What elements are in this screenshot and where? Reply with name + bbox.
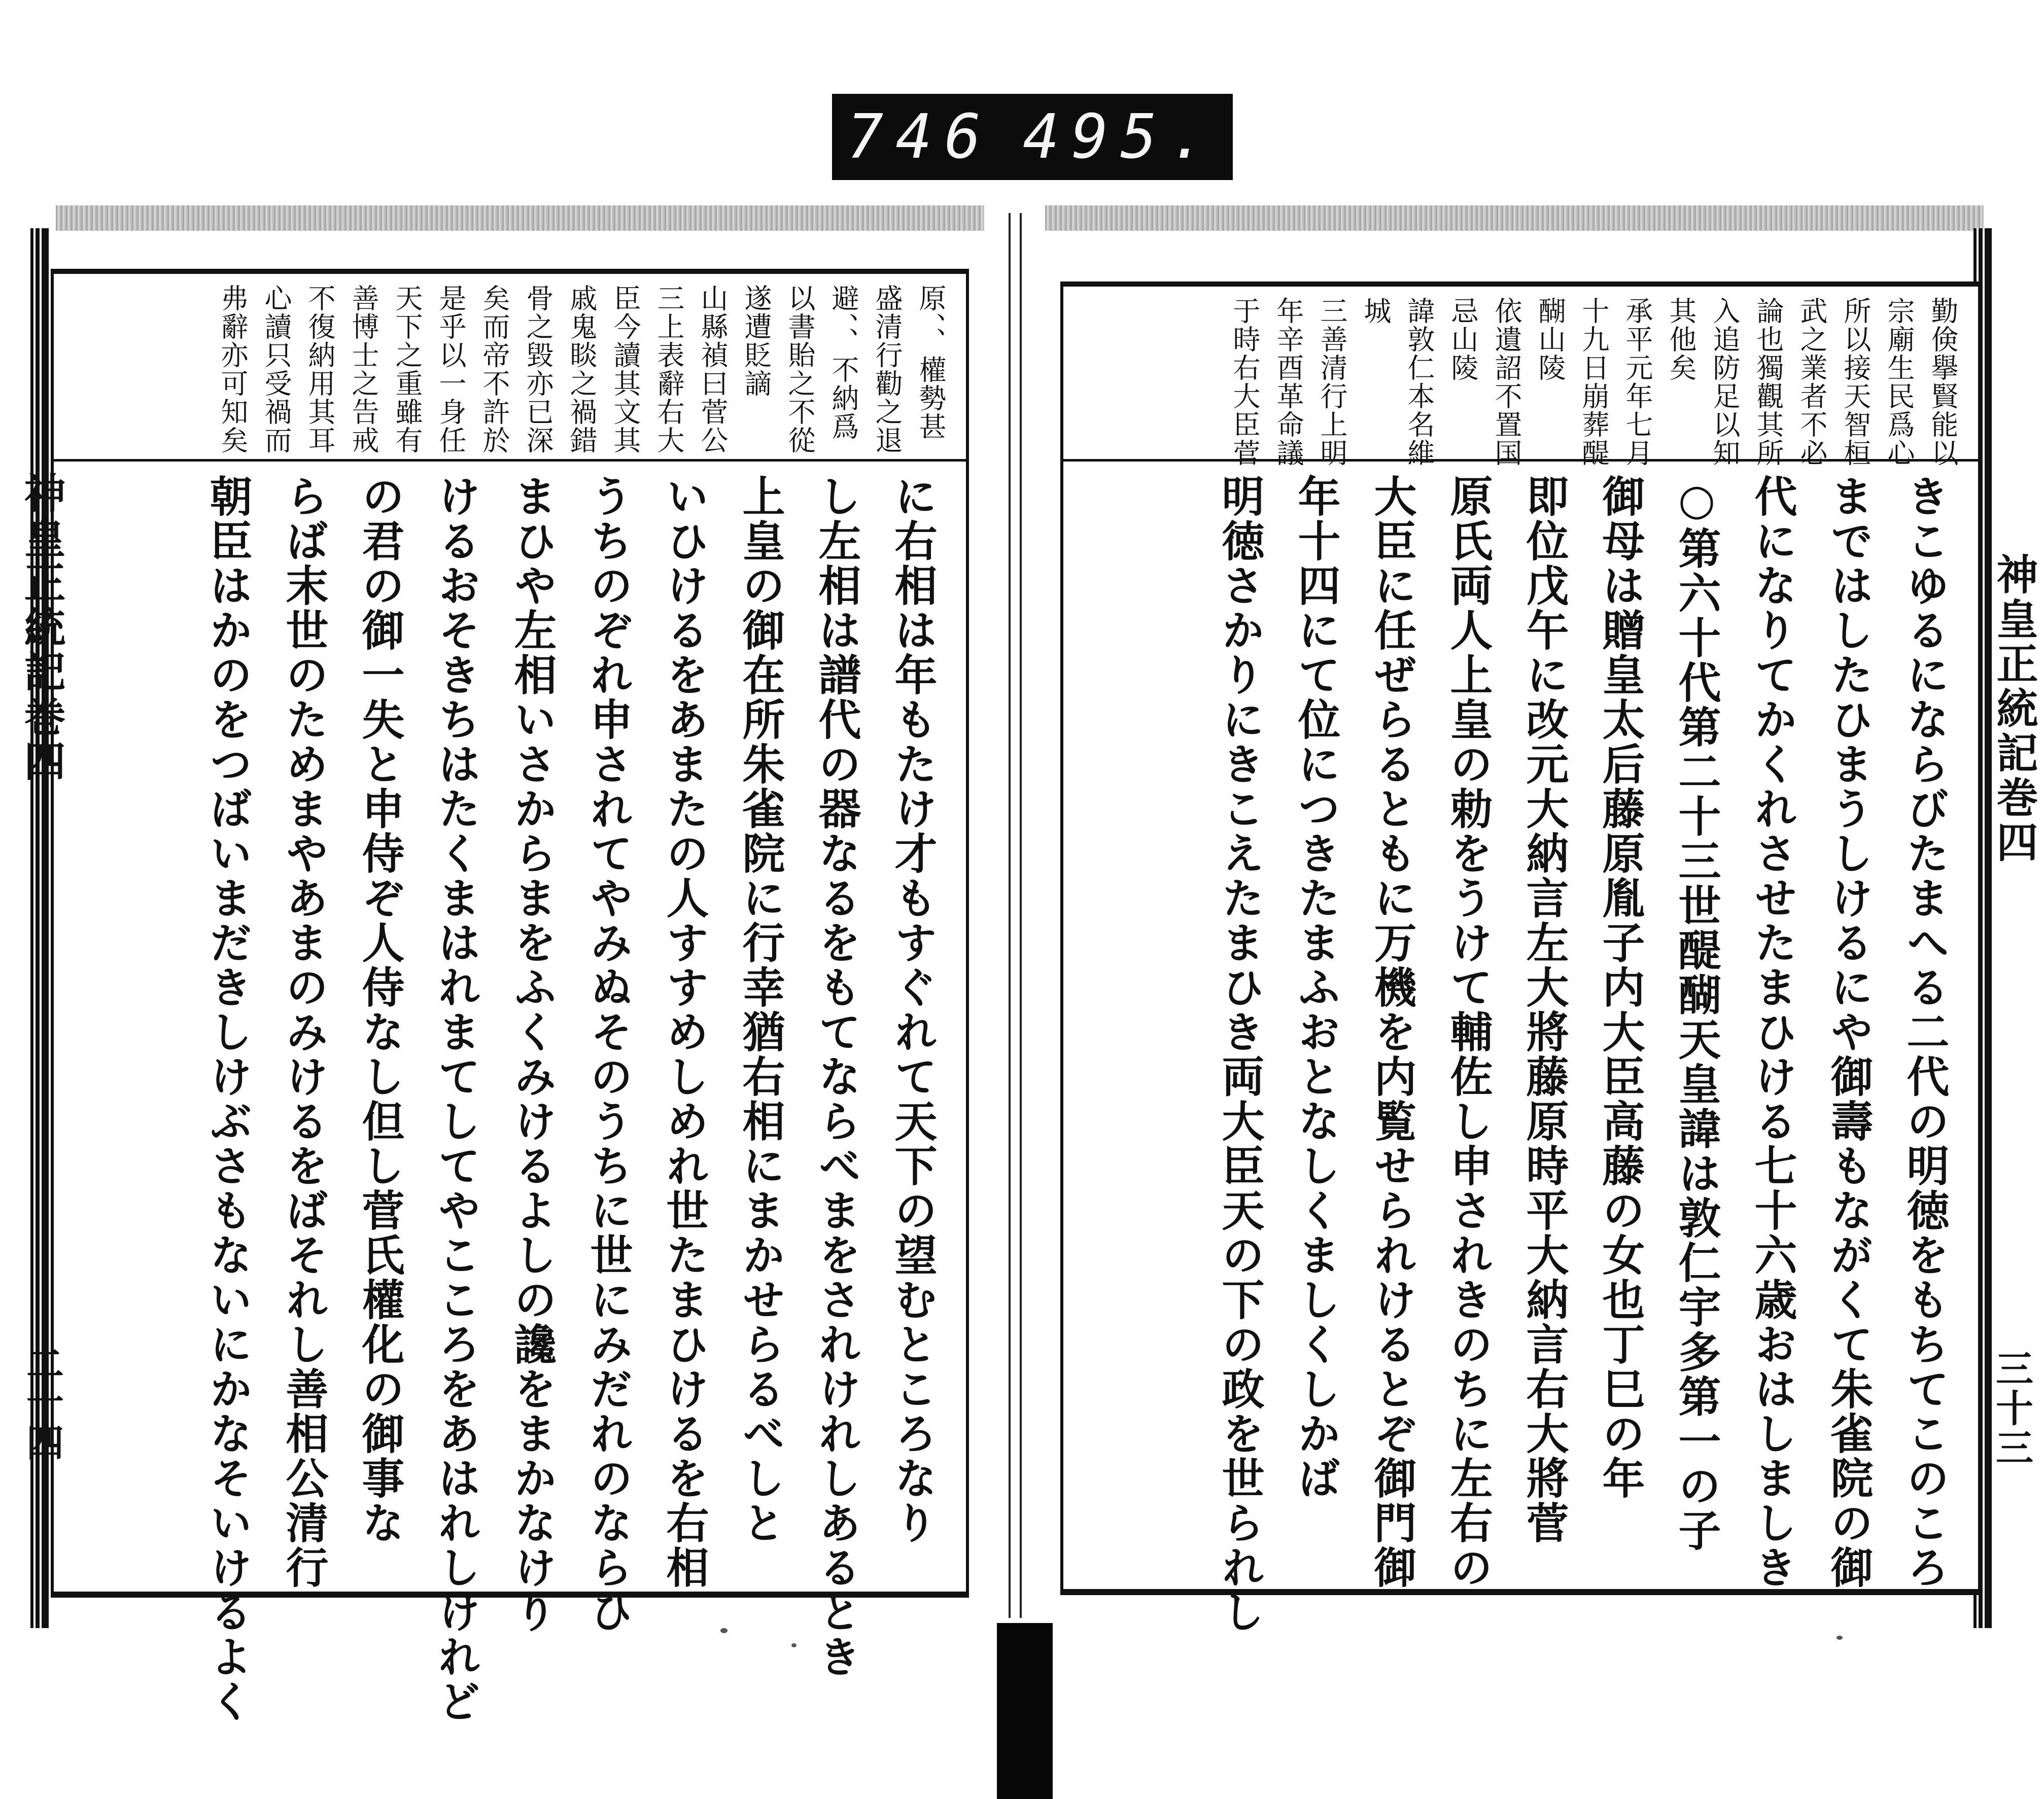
headnote-column: 臣今讀其文其 xyxy=(609,284,641,454)
right-folio: 三十三 xyxy=(1990,1349,2033,1468)
right-running-title: 神皇正統記巻四 xyxy=(1990,553,2038,865)
text-column: 御母は贈皇太后藤原胤子内大臣高藤の女也丁巳の年 xyxy=(1596,474,1646,1501)
catalog-number-right: 495. xyxy=(1022,101,1218,172)
headnote-column: 善博士之告戒 xyxy=(348,284,379,454)
headnote-column: 心讀只受禍而 xyxy=(260,284,292,454)
text-column: 原氏両人上皇の勅をうけて輔佐し申されきのちに左右の xyxy=(1443,474,1494,1590)
headnote-column: 是乎以一身任 xyxy=(435,284,467,454)
headnote-column: 盛清行勸之退 xyxy=(871,284,903,454)
headnote-column: 山縣禎曰菅公 xyxy=(697,284,729,454)
headnote-column: 醐山陵 xyxy=(1534,297,1566,382)
left-sheet-shadow xyxy=(56,205,984,231)
headnote-column: 論也獨觀其所 xyxy=(1752,297,1784,467)
text-column: 朝臣はかのをつばいまだきしけぶさもないにかなそいけるよく xyxy=(203,474,253,1724)
text-column: 明徳さかりにきこえたまひき両大臣天の下の政を世られし xyxy=(1215,474,1265,1635)
headnote-column: 避、、不納爲 xyxy=(827,284,859,441)
scan-speck xyxy=(791,1643,796,1647)
text-column: まひや左相いさからまをふくみけるよしの讒をまかなけり xyxy=(507,474,558,1635)
headnote-column: 弗辭亦可知矣 xyxy=(217,284,249,454)
headnote-column: 三善清行上明 xyxy=(1316,297,1348,467)
catalog-number-label xyxy=(832,94,1233,180)
right-main-text xyxy=(1084,474,1950,1635)
text-column: ○第六十代第二十三世醍醐天皇諱は敦仁宇多第一の子 xyxy=(1672,474,1722,1553)
headnote-column: 承平元年七月 xyxy=(1621,297,1653,467)
text-column: うちのぞれ申されてやみぬそのうちに世にみだれのならひ xyxy=(583,474,634,1635)
headnote-column: 武之業者不必 xyxy=(1796,297,1828,467)
headnote-column: 勤倹擧賢能以 xyxy=(1927,297,1959,467)
left-folio: 二十四 xyxy=(20,1344,64,1463)
text-column: の君の御一失と申侍ぞ人侍なし但し菅氏權化の御事な xyxy=(355,474,405,1545)
right-headnote-band xyxy=(1063,287,1978,467)
text-column: し左相は譜代の器なるをもてならべまをされけれしあるとき xyxy=(812,474,862,1679)
spine-gutter xyxy=(1009,213,1022,1618)
headnote-column: 年辛酉革命議 xyxy=(1272,297,1304,467)
headnote-column: 戚鬼睒之禍錯 xyxy=(566,284,598,454)
right-sheet-shadow xyxy=(1045,205,1984,231)
left-headnote-band xyxy=(54,274,966,462)
headnote-column: 不復納用其耳 xyxy=(304,284,336,454)
text-column: に右相は年もたけ才もすぐれて天下の望むところなり xyxy=(888,474,938,1545)
headnote-column: 原、、權勢甚 xyxy=(915,284,947,441)
scan-speck xyxy=(720,1628,727,1633)
right-page xyxy=(1060,281,1981,1635)
headnote-column: 于時右大臣菅 xyxy=(1229,297,1261,467)
left-headnote-columns xyxy=(69,284,951,454)
catalog-number-left: 746 xyxy=(847,101,993,172)
headnote-column: 三上表辭右大 xyxy=(653,284,685,454)
headnote-column: 入追防足以知 xyxy=(1709,297,1741,467)
headnote-column: 骨之毀亦已深 xyxy=(522,284,554,454)
text-column: らば末世のためまやあまのみけるをばそれし善相公清行 xyxy=(279,474,329,1590)
headnote-column: 所以接天智桓 xyxy=(1840,297,1872,467)
headnote-column: 依遺詔不置国 xyxy=(1491,297,1522,467)
headnote-column: 天下之重雖有 xyxy=(391,284,423,454)
headnote-column: 其他矣 xyxy=(1665,297,1697,382)
text-column: 代になりてかくれさせたまひける七十六歳おはしましき xyxy=(1748,474,1798,1590)
headnote-column: 以書貽之不從 xyxy=(784,284,816,454)
headnote-column: 諱敦仁本名維 xyxy=(1403,297,1435,467)
headnote-column: 矣而帝不許於 xyxy=(478,284,510,454)
text-column: まではしたひまうしけるにや御壽もながくて朱雀院の御 xyxy=(1824,474,1874,1590)
spine-binding-block xyxy=(997,1623,1053,1799)
right-headnote-columns xyxy=(1079,297,1963,467)
headnote-column: 忌山陵 xyxy=(1447,297,1479,382)
headnote-column: 十九日崩葬醍 xyxy=(1578,297,1610,467)
headnote-column: 遂遭貶謫 xyxy=(740,284,772,398)
left-main-text xyxy=(74,474,938,1724)
text-column: 上皇の御在所朱雀院に行幸猶右相にまかせらるべしと xyxy=(736,474,786,1545)
text-column: きこゆるにならびたまへる二代の明徳をもちてこのころ xyxy=(1900,474,1950,1590)
text-column: 大臣に任ぜらるともに万機を内覧せられけるとぞ御門御 xyxy=(1367,474,1417,1590)
left-running-title: 神皇正統記巻四 xyxy=(17,472,66,784)
left-page xyxy=(51,269,969,1724)
text-column: 即位戊午に改元大納言左大將藤原時平大納言右大將菅 xyxy=(1519,474,1570,1545)
headnote-column: 城 xyxy=(1360,297,1392,325)
text-column: いひけるをあまたの人すすめしめれ世たまひけるを右相 xyxy=(660,474,710,1590)
text-column: けるおそきちはたくまはれまてしてやこころをあはれしけれど xyxy=(431,474,481,1724)
headnote-column: 宗廟生民爲心 xyxy=(1883,297,1915,467)
text-column: 年十四にて位につきたまふおとなしくましくしかば xyxy=(1291,474,1341,1501)
scan-speck xyxy=(1837,1636,1843,1640)
